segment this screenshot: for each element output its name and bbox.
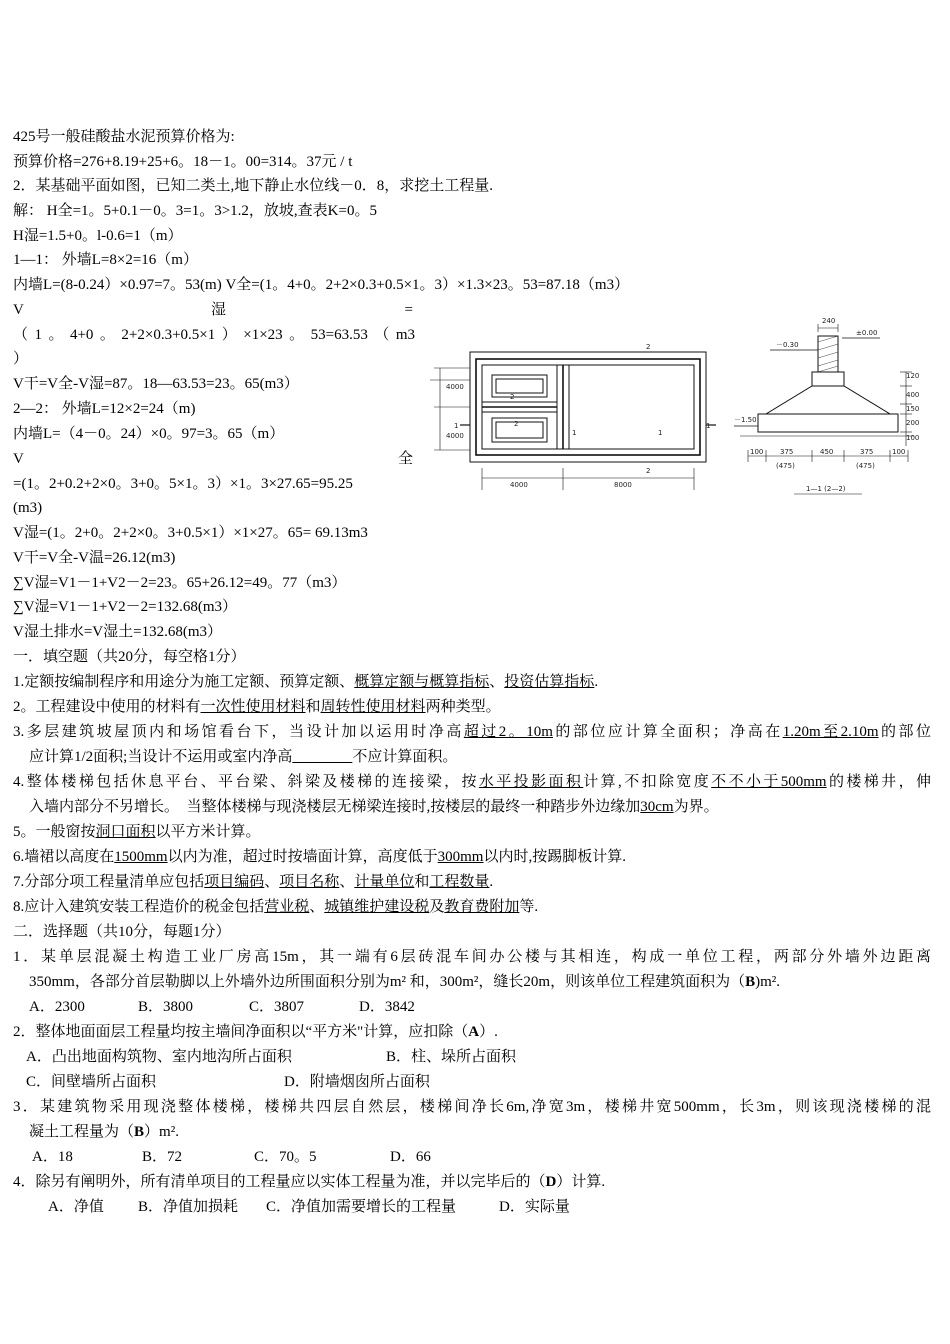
- answer-key: B: [745, 974, 756, 990]
- section-elev-zero: ±0.00: [856, 329, 878, 337]
- answer-key: A: [468, 1024, 480, 1040]
- calc-text: =: [404, 302, 413, 318]
- fill-question-5: [13, 822, 261, 842]
- plan-dim-left-top: 4000: [446, 383, 464, 391]
- question-text: ）m².: [144, 1124, 179, 1140]
- calc-line: 预算价格=276+8.19+25+6。18－1。00=314。37元 / t: [13, 154, 353, 170]
- plan-section-mark: 2: [646, 343, 651, 351]
- answer-blank: 周转性使用材料: [320, 699, 426, 715]
- calc-line: ）: [13, 351, 29, 367]
- question-text: 和: [414, 874, 430, 890]
- plan-dim-left-bottom: 4000: [446, 432, 464, 440]
- calc-text: 湿: [211, 302, 227, 318]
- plan-section-mark: 2: [646, 467, 651, 475]
- option: A．18: [32, 1149, 73, 1165]
- section-bottom-dim: 375: [860, 448, 874, 456]
- section-bottom-dim: 450: [820, 448, 834, 456]
- question-text: 等.: [519, 899, 539, 915]
- question-text: 的部位: [878, 724, 931, 740]
- question-text: 、: [489, 674, 505, 690]
- answer-blank: 城镇维护建设税: [324, 899, 430, 915]
- section-bottom-dim: 375: [780, 448, 794, 456]
- question-text: 计算,不扣除宽度: [583, 774, 712, 790]
- fill-question-6: [13, 847, 626, 867]
- option: D．66: [390, 1149, 431, 1165]
- calc-line: 内墙L=（4－0。24）×0。97=3。65（m）: [13, 426, 285, 442]
- plan-dim-bottom-left: 4000: [510, 481, 528, 489]
- question-text: 4.整体楼梯包括休息平台、平台梁、斜梁及楼梯的连接梁，按: [13, 774, 479, 790]
- foundation-section-figure: [730, 316, 924, 502]
- calc-text: V: [13, 302, 24, 318]
- section-top-width: 240: [822, 317, 836, 325]
- option: A．凸出地面构筑物、室内地沟所占面积: [26, 1049, 292, 1065]
- choice-heading: 二．选择题（共10分，每题1分）: [13, 924, 231, 940]
- option: B．3800: [138, 999, 194, 1015]
- option: D．实际量: [499, 1199, 570, 1215]
- answer-key: D: [545, 1174, 557, 1190]
- question-text: 不应计算面积。: [352, 749, 458, 765]
- choice-question-1-cont: [13, 972, 780, 992]
- section-bottom-dim-alt: (475): [776, 462, 795, 470]
- question-text: 为界。: [673, 799, 719, 815]
- question-text: 5。一般窗按: [13, 824, 96, 840]
- calc-text: 全: [397, 451, 413, 467]
- section-right-dim: 150: [906, 405, 920, 413]
- choice-question-1: 1．某单层混凝土构造工业厂房高15m，其一端有6层砖混车间办公楼与其相连，构成一单位工程，两部分外墙外边距离: [13, 949, 931, 965]
- option: B．72: [142, 1149, 183, 1165]
- fill-question-3: [13, 722, 931, 742]
- question-text: 以平方米计算。: [155, 824, 261, 840]
- fill-question-4: [13, 772, 931, 792]
- fill-question-3-cont: [13, 747, 457, 767]
- question-text: 以内为准，超过时按墙面计算，高度低于: [167, 849, 438, 865]
- option: D．3842: [359, 999, 415, 1015]
- option: B．净值加损耗: [138, 1199, 239, 1215]
- question-text: 、: [309, 899, 325, 915]
- question-text: )m².: [755, 974, 781, 990]
- option: A．净值: [48, 1199, 104, 1215]
- calc-line: 2—2： 外墙L=12×2=24（m): [13, 401, 196, 417]
- fill-question-2: [13, 697, 501, 717]
- question-text: 以内时,按踢脚板计算.: [483, 849, 626, 865]
- question-text: ）.: [479, 1024, 498, 1040]
- option: C．3807: [249, 999, 305, 1015]
- plan-section-mark: 1: [706, 422, 711, 430]
- calc-line: [13, 449, 413, 469]
- section-title: 1—1 (2—2): [806, 485, 846, 493]
- question-text: 7.分部分项工程量清单应包括: [13, 874, 205, 890]
- calc-line: 内墙L=(8-0.24）×0.97=7。53(m) V全=(1。4+0。2+2×0.3+0.5×1。3）×1.3×23。53=87.18（m3）: [13, 277, 630, 293]
- option: C．净值加需要增长的工程量: [266, 1199, 457, 1215]
- question-text: 的楼梯井，伸: [826, 774, 931, 790]
- section-bottom-dim: 100: [750, 448, 764, 456]
- calc-line: 1—1： 外墙L=8×2=16（m）: [13, 252, 198, 268]
- section-right-dim: 400: [906, 391, 920, 399]
- answer-blank: 营业税: [264, 899, 310, 915]
- plan-section-mark: 1: [658, 429, 663, 437]
- question-text: 应计算1/2面积;当设计不运用或室内净高: [29, 749, 293, 765]
- question-text: 的部位应计算全面积；净高在: [552, 724, 783, 740]
- plan-section-mark: 1: [454, 422, 459, 430]
- calc-line: H湿=1.5+0。l-0.6=1（m）: [13, 228, 183, 244]
- section-bottom-dim: 100: [892, 448, 906, 456]
- answer-blank: 投资估算指标: [504, 674, 595, 690]
- answer-blank: 一次性使用材料: [200, 699, 306, 715]
- choice-question-3-cont: [13, 1122, 179, 1142]
- answer-blank: 1500mm: [114, 849, 168, 865]
- question-text: 3.多层建筑坡屋顶内和场馆看台下，当设计加以运用时净高: [13, 724, 464, 740]
- fill-question-7: [13, 872, 493, 892]
- answer-blank: 项目编码: [204, 874, 265, 890]
- calc-line: ∑V湿=V1－1+V2－2=132.68(m3）: [13, 599, 237, 615]
- answer-key: B: [134, 1124, 145, 1140]
- answer-blank: 项目名称: [279, 874, 340, 890]
- question-text: 凝土工程量为（: [29, 1124, 135, 1140]
- answer-blank: 30cm: [640, 799, 674, 815]
- answer-blank: 不不小于500mm: [711, 774, 827, 790]
- question-text: 4．除另有阐明外，所有清单项目的工程量应以实体工程量为准，并以完毕后的（: [13, 1174, 546, 1190]
- calc-line: V湿=(1。2+0。2+2×0。3+0.5×1）×1×27。65= 69.13m3: [13, 525, 368, 541]
- question-text: 入墙内部分不另增长。 当整体楼梯与现浇楼层无梯梁连接时,按楼层的最终一种踏步外边缘加: [29, 799, 641, 815]
- fill-question-8: [13, 897, 538, 917]
- calc-line: [13, 300, 413, 320]
- option: D．附墙烟囱所占面积: [284, 1074, 430, 1090]
- answer-blank: 1.20m至2.10m: [782, 724, 879, 740]
- question-text: 350mm，各部分首层勒脚以上外墙外边所围面积分别为m² 和，300m²，缝长20m，则该单位工程建筑面积为（: [29, 974, 746, 990]
- fill-question-1: [13, 672, 598, 692]
- question-text: 、: [264, 874, 280, 890]
- calc-line: V湿土排水=V湿土=132.68(m3）: [13, 624, 222, 640]
- question-text: 8.应计入建筑安装工程造价的税金包括: [13, 899, 265, 915]
- answer-blank: 水平投影面积: [478, 774, 584, 790]
- option: C．间壁墙所占面积: [26, 1074, 157, 1090]
- calc-line: 2．某基础平面如图，已知二类土,地下静止水位线－0．8，求挖土工程量.: [13, 178, 494, 194]
- choice-question-2: [13, 1022, 498, 1042]
- question-text: .: [489, 874, 494, 890]
- plan-dim-bottom-right: 8000: [614, 481, 632, 489]
- question-text: .: [594, 674, 599, 690]
- question-text: 及: [429, 899, 445, 915]
- calc-line: 解： H全=1。5+0.1－0。3=1。3>1.2，放坡,查表K=0。5: [13, 203, 377, 219]
- section-elev-bottom: －1.50: [734, 416, 757, 424]
- calc-line: =(1。2+0.2+2×0。3+0。5×1。3）×1。3×27.65=95.25: [13, 476, 353, 492]
- foundation-plan-figure: [430, 340, 720, 500]
- choice-question-3: 3．某建筑物采用现浇整体楼梯，楼梯共四层自然层，楼梯间净长6m,净宽3m，楼梯井宽500mm，长3m，则该现浇楼梯的混: [13, 1099, 931, 1115]
- section-bottom-dim-alt: (475): [856, 462, 875, 470]
- choice-question-4: [13, 1172, 605, 1192]
- question-text: 、: [339, 874, 355, 890]
- section-elev-ground: －0.30: [776, 341, 799, 349]
- option: A．2300: [29, 999, 85, 1015]
- calc-line: ∑V湿=V1－1+V2－2=23。65+26.12=49。77（m3）: [13, 575, 347, 591]
- question-text: ）计算.: [556, 1174, 606, 1190]
- plan-section-mark: 2: [514, 420, 519, 428]
- fill-heading: 一．填空题（共20分，每空格1分）: [13, 649, 246, 665]
- option: B．柱、垛所占面积: [386, 1049, 517, 1065]
- question-text: 和: [305, 699, 321, 715]
- answer-blank: 教育费附加: [444, 899, 520, 915]
- answer-blank: 300mm: [437, 849, 484, 865]
- plan-section-mark: 2: [510, 393, 515, 401]
- question-text: 6.墙裙以高度在: [13, 849, 115, 865]
- answer-blank: 超过2。10m: [463, 724, 553, 740]
- section-right-dim: 100: [906, 434, 920, 442]
- question-text: 1.定额按编制程序和用途分为施工定额、预算定额、: [13, 674, 355, 690]
- calc-line: V干=V全-V湿=87。18—63.53=23。65(m3）: [13, 376, 299, 392]
- calc-text: V: [13, 451, 24, 467]
- question-text: 2．整体地面面层工程量均按主墙间净面积以“平方米"计算，应扣除（: [13, 1024, 469, 1040]
- calc-line: V干=V全-V温=26.12(m3): [13, 550, 176, 566]
- question-text: 2。工程建设中使用的材料有: [13, 699, 201, 715]
- answer-blank: [292, 749, 352, 765]
- question-text: 两种类型。: [425, 699, 501, 715]
- answer-blank: 概算定额与概算指标: [354, 674, 490, 690]
- answer-blank: 洞口面积: [95, 824, 156, 840]
- calc-line: （1。4+0。2+2×0.3+0.5×1）×1×23。53=63.53（m3: [13, 327, 415, 343]
- plan-section-mark: 1: [572, 429, 577, 437]
- answer-blank: 工程数量: [429, 874, 490, 890]
- option: C．70。5: [254, 1149, 317, 1165]
- fill-question-4-cont: [13, 797, 719, 817]
- answer-blank: 计量单位: [354, 874, 415, 890]
- calc-line: (m3): [13, 500, 43, 516]
- section-right-dim: 120: [906, 372, 920, 380]
- section-right-dim: 200: [906, 419, 920, 427]
- calc-line: 425号一般硅酸盐水泥预算价格为:: [13, 129, 235, 145]
